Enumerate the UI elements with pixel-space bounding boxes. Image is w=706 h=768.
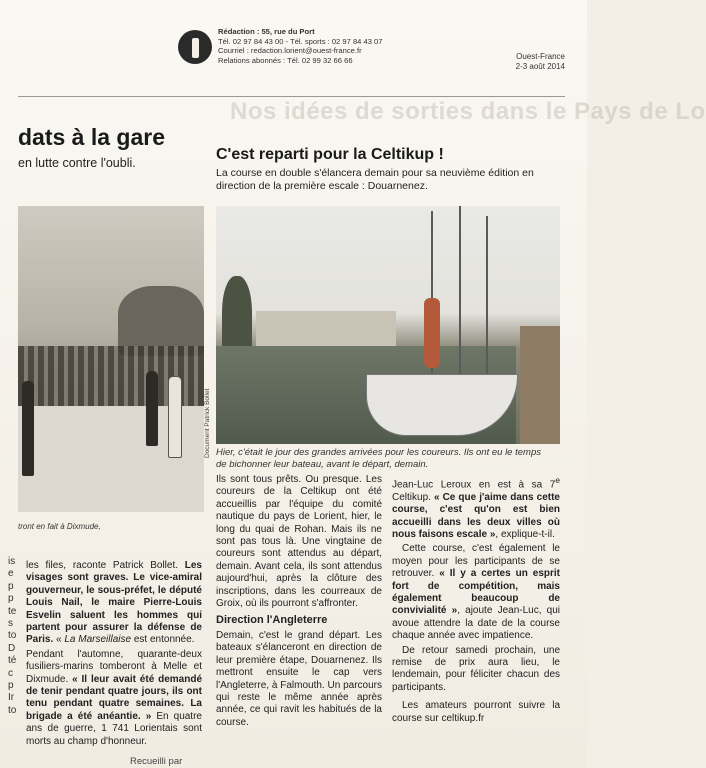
main-article-column-2: [392, 474, 560, 727]
edition-date: 2-3 août 2014: [515, 61, 565, 71]
tel-line: Tél. 02 97 84 43 00 - Tél. sports : 02 97 84 43 07: [218, 36, 383, 46]
photo-figure: [146, 371, 158, 446]
courriel-line: Courriel : redaction.lorient@ouest-france.fr: [218, 46, 362, 56]
paper-name: Ouest-France: [516, 52, 565, 61]
col1-paragraph-2: Demain, c'est le grand départ. Les bateaux s'élanceront en direction de leur première étape, Douarnenez. Ils mettront ensuite le cap vers l'Angleterre, à Falmouth. Un parcours qui reste le même année après année, ce qui ravit les habitués de la course.: [216, 629, 382, 728]
left-article-subtitle: en lutte contre l'oubli.: [18, 156, 136, 170]
left-article-footer: Recueilli par: [130, 756, 183, 767]
cut-off-column-margin: is e p p te s to D té c p Ir to: [8, 556, 17, 716]
main-photo-caption: Hier, c'était le jour des grandes arrivées pour les coureurs. Ils ont eu le temps de bichonner leur bateau, avant le départ, demain.: [216, 447, 541, 470]
photo-mast: [486, 216, 488, 376]
col2-paragraph-3: De retour samedi prochain, une remise de prix aura lieu, le lendemain, pour féliciter chacun des participants.: [392, 644, 560, 693]
main-article-title: C'est reparti pour la Celtikup !: [216, 146, 444, 163]
contact-block: [218, 27, 383, 65]
historic-photo: [18, 206, 204, 512]
photo-mast: [459, 206, 461, 381]
left-article-body: [26, 560, 202, 750]
left-article-title: dats à la gare: [18, 124, 166, 150]
left-photo-caption: tront en fait à Dixmude,: [18, 522, 101, 531]
harbour-photo: [216, 206, 560, 444]
col2-paragraph-2: Cette course, c'est également le moyen pour les participants de se retrouver. « Il y a certes un esprit fort de compétition, mais également beaucoup de convivialité », ajoute Jean-Luc, qui avoue attendre la date de la course chaque année avec impatience.: [392, 543, 560, 642]
redaction-line: Rédaction : 55, rue du Port: [218, 27, 315, 36]
col2-paragraph-1: Jean-Luc Leroux en est à sa 7e Celtikup. « Ce que j'aime dans cette course, c'est qu'on est bien accueilli dans les deux villes où nous faisons escale », explique-t-il.: [392, 475, 560, 540]
col1-paragraph-1: Ils sont tous prêts. Ou presque. Les coureurs de la Celtikup ont été accueillis par l'équipe du comité nautique du pays de Lorient, hier, le long du quai de Rohan. Mais ils ne sont pas tous là. Une vingtaine de coureurs sont attendus au départ, demain. Avant cela, ils sont attendus aujourd'hui, après la clôture des inscriptions, dans les courreaux de Groix, où ils pourront s'affronter.: [216, 474, 382, 610]
edition-block: [516, 52, 565, 71]
photo-quay: [520, 326, 560, 444]
main-article-subtitle: La course en double s'élancera demain pour sa neuvième édition en direction de la première escale : Douarnenez.: [216, 167, 534, 192]
photo-credit: Document Patrick Bollet: [204, 388, 211, 458]
photo-figure: [22, 381, 34, 476]
ouest-france-logo-icon: [178, 30, 212, 64]
col2-paragraph-4: Les amateurs pourront suivre la course sur celtikup.fr: [392, 700, 560, 724]
photo-tree: [222, 276, 252, 356]
col1-subhead: Direction l'Angleterre: [216, 614, 328, 627]
left-article-text: les files, raconte Patrick Bollet. Les visages sont graves. Le vice-amiral gouverneur, le sous-préfet, le député Louis Nail, le maire Pierre-Louis Esvelin saluent les hommes qui partent pour assurer la défense de Paris. « La Marseillaise est entonnée. Pendant l'automne, quarante-deux fusiliers-marins tomberont à Melle et Dixmude. « Il leur avait été demandé de tenir pendant quatre jours, ils ont tenu pendant quatre semaines. La brigade a été anéantie. » En quatre ans de guerre, 1 741 Lorientais sont morts au champ d'honneur.: [26, 560, 203, 747]
header-rule: [18, 96, 565, 97]
photo-buildings: [256, 311, 396, 346]
bleed-through-headline: Nos idées de sorties dans le Pays de Lo: [230, 98, 706, 125]
relations-line: Relations abonnés : Tél. 02 99 32 66 66: [218, 55, 353, 65]
main-article-column-1: [216, 474, 382, 731]
photo-figure: [168, 376, 182, 458]
photo-sailor: [424, 298, 440, 368]
